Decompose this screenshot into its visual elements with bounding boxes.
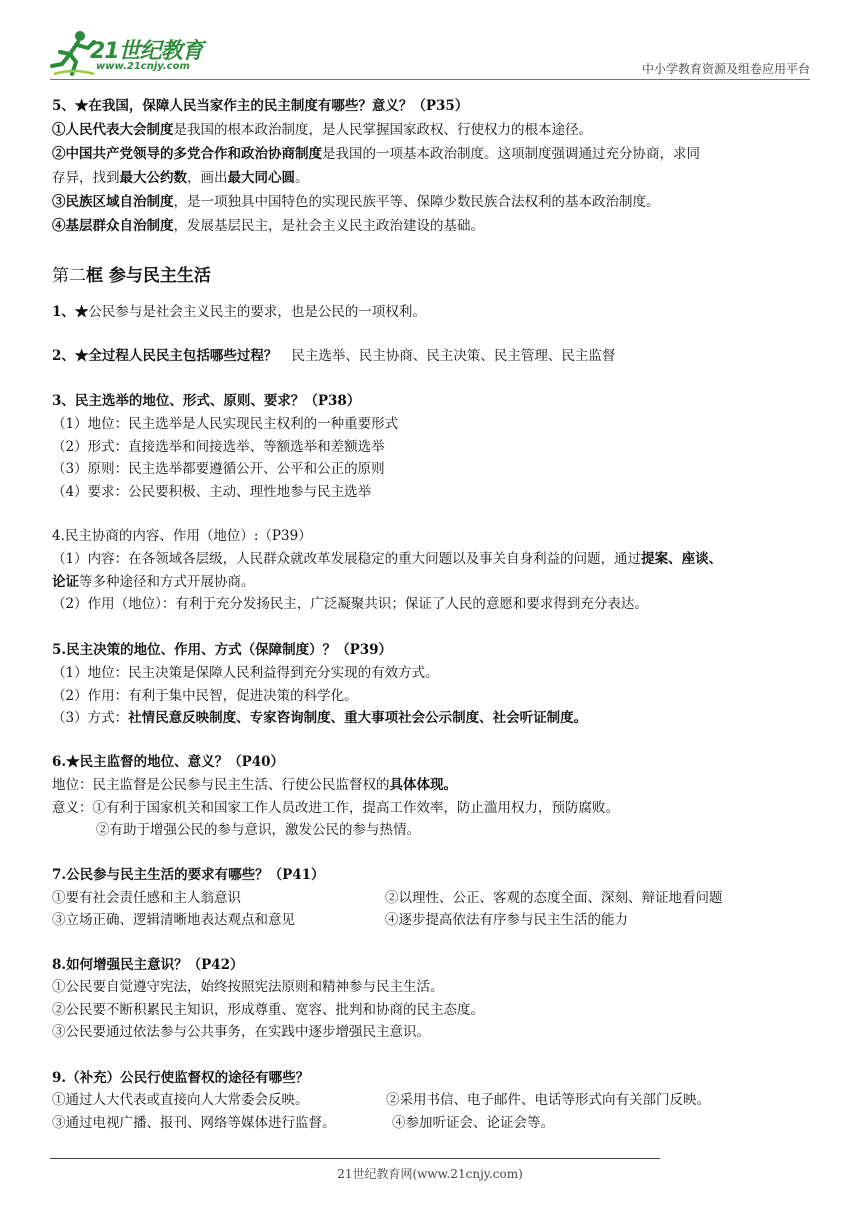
q5-line-5 [52, 216, 484, 236]
logo-text: 21世纪教育 [90, 39, 203, 64]
q3-item-3: （3）原则：民主选举都要遵循公开、公平和公正的原则 [52, 461, 385, 477]
q5-l1-text: 是我国的根本政治制度，是人民掌握国家政权、行使权力的根本途径。 [173, 122, 592, 138]
q6-line-3: ②有助于增强公民的参与意识，激发公民的参与热情。 [96, 822, 420, 838]
q5-l2-text: 是我国的一项基本政治制度。这项制度强调通过充分协商，求同 [322, 146, 700, 162]
q5-l3-b2: 最大同心圆 [227, 170, 295, 186]
q3-item-1: （1）地位：民主选举是人民实现民主权利的一种重要形式 [52, 416, 399, 432]
q5-l3-d: 。 [295, 170, 309, 186]
q6-line-1 [52, 775, 457, 795]
q5-line-1 [52, 120, 592, 140]
q5-l3-a: 存异，找到 [52, 170, 120, 186]
logo-url: www.21cnjy.com [96, 61, 190, 72]
q7-title: 7.公民参与民主生活的要求有哪些？（P41） [52, 867, 325, 883]
q7-item-1: ①要有社会责任感和主人翁意识 [52, 890, 241, 906]
q4-l2-text: 等多种途径和方式开展协商。 [79, 574, 255, 590]
q4-l2-bold: 论证 [52, 574, 79, 590]
q4-line-2 [52, 572, 255, 592]
q8-item-2: ②公民要不断积累民主知识，形成尊重、宽容、批判和协商的民主态度。 [52, 1002, 484, 1018]
q3-item-4: （4）要求：公民要积极、主动、理性地参与民主选举 [52, 484, 372, 500]
q5-title: 5、★在我国，保障人民当家作主的民主制度有哪些？意义？（P35） [52, 98, 469, 114]
q7-item-2: ②以理性、公正、客观的态度全面、深刻、辩证地看问题 [385, 890, 723, 906]
q6-title: 6.★民主监督的地位、意义？（P40） [52, 754, 285, 770]
q9-item-2: ②采用书信、电子邮件、电话等形式向有关部门反映。 [386, 1092, 710, 1108]
q5b-l3-text: （3）方式： [52, 710, 129, 726]
q4-l1-text: （1）内容：在各领域各层级，人民群众就改革发展稳定的重大问题以及事关自身利益的问题，通过 [52, 551, 642, 567]
footer-divider [50, 1158, 660, 1159]
q5b-line-3 [52, 708, 587, 728]
q5-l5-text: ，发展基层民主，是社会主义民主政治建设的基础。 [173, 218, 484, 234]
site-logo [50, 28, 250, 80]
q2-line [52, 346, 615, 366]
q3-title: 3、民主选举的地位、形式、原则、要求？（P38） [52, 393, 361, 409]
q5b-line-1: （1）地位：民主决策是保障人民利益得到充分实现的有效方式。 [52, 665, 439, 681]
q6-l1-bold: 具体体现。 [389, 777, 457, 793]
q8-title: 8.如何增强民主意识？（P42） [52, 957, 244, 973]
q7-item-4: ④逐步提高依法有序参与民主生活的能力 [385, 912, 628, 928]
q5b-l3-bold: 社情民意反映制度、专家咨询制度、重大事项社会公示制度、社会听证制度。 [128, 710, 588, 726]
q9-title: 9.（补充）公民行使监督权的途径有哪些？ [52, 1070, 310, 1086]
q4-title: 4.民主协商的内容、作用（地位）:（P39） [52, 528, 312, 544]
q5-l1-bold: ①人民代表大会制度 [52, 122, 174, 138]
page-header [50, 28, 810, 80]
q5b-title: 5.民主决策的地位、作用、方式（保障制度）？（P39） [52, 642, 393, 658]
q5-l4-text: ，是一项独具中国特色的实现民族平等、保障少数民族合法权利的基本政治制度。 [173, 194, 660, 210]
q5-line-3 [52, 168, 309, 188]
q6-l1-text: 地位：民主监督是公民参与民主生活、行使公民监督权的 [52, 777, 390, 793]
q5-l3-c: ，画出 [187, 170, 228, 186]
q2-answer: 民主选举、民主协商、民主决策、民主管理、民主监督 [291, 348, 616, 364]
q4-line-3: （2）作用（地位）：有利于充分发扬民主，广泛凝聚共识；保证了人民的意愿和要求得到充分表达。 [52, 596, 648, 612]
q4-l1-bold: 提案、座谈、 [641, 551, 723, 567]
q8-item-3: ③公民要通过依法参与公共事务，在实践中逐步增强民主意识。 [52, 1024, 430, 1040]
q9-item-1: ①通过人大代表或直接向人大常委会反映。 [52, 1092, 309, 1108]
section-heading: 框 参与民主生活 [86, 266, 211, 286]
header-tagline: 中小学教育资源及组卷应用平台 [641, 62, 810, 76]
q6-line-2: 意义：①有利于国家机关和国家工作人员改进工作，提高工作效率，防止滥用权力，预防腐败。 [52, 800, 619, 816]
q5b-line-2: （2）作用：有利于集中民智，促进决策的科学化。 [52, 688, 358, 704]
section-title [52, 266, 211, 286]
q5-l4-bold: ③民族区域自治制度 [52, 194, 174, 210]
q5-line-2 [52, 144, 700, 164]
q1-num: 1、★ [52, 304, 89, 320]
page-footer: 21世纪教育网(www.21cnjy.com) [337, 1167, 523, 1181]
section-prefix: 第二 [52, 266, 86, 286]
q9-item-3: ③通过电视广播、报刊、网络等媒体进行监督。 [52, 1115, 336, 1131]
q5-l2-bold: ②中国共产党领导的多党合作和政治协商制度 [52, 146, 322, 162]
q1-text: 公民参与是社会主义民主的要求，也是公民的一项权利。 [88, 304, 426, 320]
q5-l5-bold: ④基层群众自治制度 [52, 218, 174, 234]
q4-line-1 [52, 549, 722, 569]
q5-l3-b1: 最大公约数 [119, 170, 187, 186]
q3-item-2: （2）形式：直接选举和间接选举、等额选举和差额选举 [52, 439, 385, 455]
q1-line [52, 302, 426, 322]
q8-item-1: ①公民要自觉遵守宪法，始终按照宪法原则和精神参与民主生活。 [52, 979, 444, 995]
header-divider [50, 79, 810, 80]
q2-title: 2、★全过程人民民主包括哪些过程？ [52, 348, 278, 364]
q7-item-3: ③立场正确、逻辑清晰地表达观点和意见 [52, 912, 295, 928]
q5-line-4 [52, 192, 660, 212]
q9-item-4: ④参加听证会、论证会等。 [392, 1115, 554, 1131]
